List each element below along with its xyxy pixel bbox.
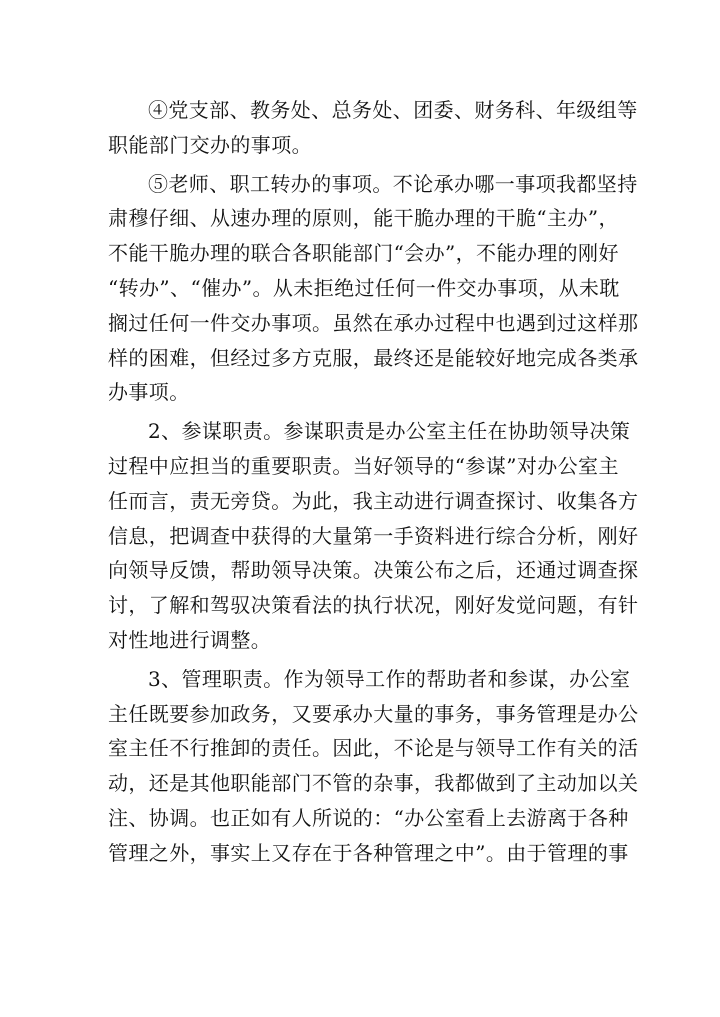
text-line: 动，还是其他职能部门不管的杂事，我都做到了主动加以关: [108, 771, 639, 796]
text-line: 不能干脆办理的联合各职能部门“会办”，不能办理的刚好: [108, 241, 619, 266]
paragraph: [108, 662, 639, 871]
document-body: [108, 93, 639, 871]
paragraph: [108, 414, 639, 658]
paragraph: [108, 93, 638, 163]
text-line: 任而言，责无旁贷。为此，我主动进行调查探讨、收集各方: [108, 488, 639, 513]
text-line: 肃穆仔细、从速办理的原则，能干脆办理的干脆“主办”，: [108, 206, 619, 231]
text-line: ⑤老师、职工转办的事项。不论承办哪一事项我都坚持: [148, 171, 638, 196]
text-line: 讨，了解和驾驭决策看法的执行状况，刚好发觉问题，有针: [108, 593, 639, 618]
text-line: 过程中应担当的重要职责。当好领导的“参谋”对办公室主: [108, 453, 619, 478]
text-line: 主任既要参加政务，又要承办大量的事务，事务管理是办公: [108, 701, 639, 726]
text-line: 注、协调。也正如有人所说的：“办公室看上去游离于各种: [108, 805, 629, 830]
text-line: 2、参谋职责。参谋职责是办公室主任在协助领导决策: [148, 419, 631, 444]
text-line: 对性地进行调整。: [108, 627, 272, 652]
text-line: 样的困难，但经过多方克服，最终还是能较好地完成各类承: [108, 345, 639, 370]
paragraph: [108, 167, 639, 411]
text-line: 信息，把调查中获得的大量第一手资料进行综合分析，刚好: [108, 523, 639, 548]
text-line: “转办”、“催办”。从未拒绝过任何一件交办事项，从未耽: [108, 275, 620, 300]
text-line: 室主任不行推卸的责任。因此，不论是与领导工作有关的活: [108, 736, 639, 761]
text-line: 管理之外，事实上又存在于各种管理之中”。由于管理的事: [108, 840, 629, 865]
text-line: 职能部门交办的事项。: [108, 132, 312, 157]
text-line: ④党支部、教务处、总务处、团委、财务科、年级组等: [148, 98, 638, 122]
text-line: 办事项。: [108, 380, 190, 405]
text-line: 3、管理职责。作为领导工作的帮助者和参谋，办公室: [148, 666, 631, 691]
text-line: 搁过任何一件交办事项。虽然在承办过程中也遇到过这样那: [108, 310, 639, 335]
text-line: 向领导反馈，帮助领导决策。决策公布之后，还通过调查探: [108, 558, 639, 583]
